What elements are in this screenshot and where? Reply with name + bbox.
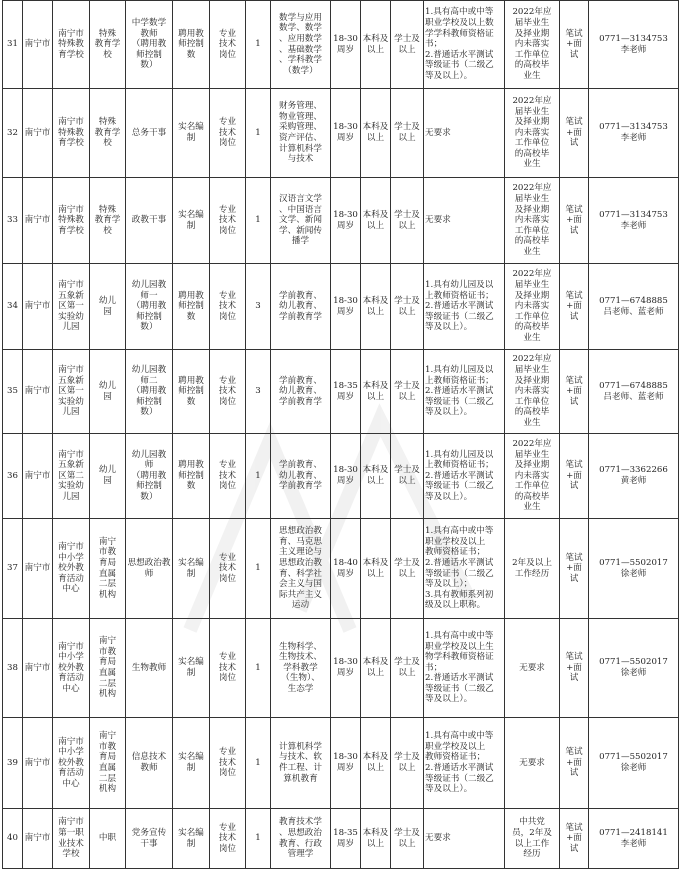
cell-edu: 本科及 以上 [361, 718, 391, 809]
cell-city: 南宁市 [23, 809, 53, 869]
cell-post: 政教干事 [126, 178, 173, 264]
cell-exam: 笔试 +面 试 [560, 809, 589, 869]
cell-exam: 笔试 +面 试 [560, 350, 589, 434]
cell-contact: 0771—5502017 徐老师 [589, 619, 679, 718]
cell-post: 信息技术 教师 [126, 718, 173, 809]
cell-other: 中共党 员，2年及 以上工作 经历 [505, 809, 560, 869]
cell-other: 2022年应 届毕业生 及择业期 内未落实 工作单位 的高校毕 业生 [505, 264, 560, 350]
cell-major: 思想政治教 育、马克思 主义理论与 思想政治教 育、科学社 会主义与国 际共产主义 运动 [271, 519, 331, 619]
cell-requirement: 无要求 [424, 89, 505, 178]
cell-quota-type: 聘用教 师控制 数 [173, 1, 210, 89]
cell-unit: 南宁市 五象新 区第一 实验幼 儿园 [53, 350, 90, 434]
cell-degree: 学士及 以上 [391, 434, 424, 519]
cell-age: 18-30 周岁 [331, 178, 361, 264]
cell-unit: 南宁市 中小学 校外教 育活动 中心 [53, 519, 90, 619]
cell-count: 1 [246, 434, 271, 519]
cell-post-class: 专业 技术 岗位 [210, 264, 246, 350]
cell-post: 中学数学 教师 （聘用教 师控制 数） [126, 1, 173, 89]
table-row [3, 434, 679, 519]
cell-edu: 本科及 以上 [361, 89, 391, 178]
cell-age: 18-30 周岁 [331, 619, 361, 718]
cell-age: 18-40 周岁 [331, 519, 361, 619]
table-row [3, 89, 679, 178]
cell-contact: 0771—3362266 黄老师 [589, 434, 679, 519]
cell-post-class: 专业 技术 岗位 [210, 809, 246, 869]
cell-exam: 笔试 +面 试 [560, 178, 589, 264]
cell-post-class: 专业 技术 岗位 [210, 718, 246, 809]
cell-city: 南宁市 [23, 519, 53, 619]
cell-post: 思想政治教 师 [126, 519, 173, 619]
cell-unit-type: 中职 [90, 809, 126, 869]
cell-count: 1 [246, 519, 271, 619]
cell-other: 2022年应 届毕业生 及择业期 内未落实 工作单位 的高校毕 业生 [505, 89, 560, 178]
cell-exam: 笔试 +面 试 [560, 619, 589, 718]
cell-requirement: 1.具有幼儿园及以 上教师资格证书； 2.普通话水平测试 等级证书（二级乙 等及以上）。 [424, 434, 505, 519]
cell-no: 40 [3, 809, 23, 869]
cell-count: 3 [246, 350, 271, 434]
cell-degree: 学士及 以上 [391, 1, 424, 89]
cell-requirement: 1.具有高中或中等 职业学校及以上数 学学科教师资格证 书； 2.普通话水平测试 等级证书（二级乙 等及以上）。 [424, 1, 505, 89]
table-row [3, 178, 679, 264]
cell-requirement: 1.具有高中或中等 职业学校及以上 教师资格证书； 2.普通话水平测试 等级证书（二级乙 等及以上）； 3.具有教师系列初 级及以上职称。 [424, 519, 505, 619]
cell-edu: 本科及 以上 [361, 434, 391, 519]
cell-no: 31 [3, 1, 23, 89]
cell-city: 南宁市 [23, 1, 53, 89]
cell-no: 39 [3, 718, 23, 809]
cell-edu: 本科及 以上 [361, 809, 391, 869]
cell-no: 37 [3, 519, 23, 619]
cell-unit-type: 南宁 市教 育局 直属 二层 机构 [90, 519, 126, 619]
cell-major: 汉语言文学 、中国语言 文学、新闻 学、新闻传 播学 [271, 178, 331, 264]
cell-unit: 南宁市 特殊教 育学校 [53, 1, 90, 89]
cell-post: 幼儿园教 师二 （聘用教 师控制 数） [126, 350, 173, 434]
cell-requirement: 1.具有幼儿园及以 上教师资格证书； 2.普通话水平测试 等级证书（二级乙 等及以上）。 [424, 264, 505, 350]
table-row [3, 718, 679, 809]
cell-exam: 笔试 +面 试 [560, 519, 589, 619]
cell-age: 18-30 周岁 [331, 1, 361, 89]
cell-count: 1 [246, 809, 271, 869]
cell-post-class: 专业 技术 岗位 [210, 619, 246, 718]
cell-no: 38 [3, 619, 23, 718]
cell-requirement: 1.具有高中或中等 职业学校及以上生 物学科教师资格证 书； 2.普通话水平测试 等级证书（二级乙 等及以上）。 [424, 619, 505, 718]
table-row [3, 350, 679, 434]
cell-unit-type: 特殊 教育学校 [90, 89, 126, 178]
cell-count: 3 [246, 264, 271, 350]
cell-count: 1 [246, 178, 271, 264]
cell-no: 35 [3, 350, 23, 434]
cell-post-class: 专业 技术 岗位 [210, 89, 246, 178]
cell-city: 南宁市 [23, 89, 53, 178]
cell-unit: 南宁市 第一职 业技术 学校 [53, 809, 90, 869]
cell-edu: 本科及 以上 [361, 619, 391, 718]
cell-other: 2022年应 届毕业生 及择业期 内未落实 工作单位 的高校毕 业生 [505, 1, 560, 89]
cell-edu: 本科及 以上 [361, 178, 391, 264]
cell-degree: 学士及 以上 [391, 264, 424, 350]
cell-post-class: 专业 技术 岗位 [210, 178, 246, 264]
cell-quota-type: 实名编 制 [173, 519, 210, 619]
cell-unit-type: 南宁 市教 育局 直属 二层 机构 [90, 718, 126, 809]
cell-requirement: 1.具有幼儿园及以 上教师资格证书； 2.普通话水平测试 等级证书（二级乙 等及以上）。 [424, 350, 505, 434]
cell-unit-type: 幼儿 园 [90, 434, 126, 519]
table-row [3, 1, 679, 89]
cell-unit: 南宁市 五象新 区第一 实验幼 儿园 [53, 264, 90, 350]
cell-post-class: 专业 技术 岗位 [210, 519, 246, 619]
cell-other: 2年及以上 工作经历 [505, 519, 560, 619]
cell-contact: 0771—3134753 李老师 [589, 178, 679, 264]
cell-requirement: 1.具有高中或中等 职业学校及以上 教师资格证书； 2.普通话水平测试 等级证书（二级乙 等及以上）。 [424, 718, 505, 809]
cell-quota-type: 实名编 制 [173, 619, 210, 718]
cell-unit-type: 幼儿 园 [90, 350, 126, 434]
table-row [3, 519, 679, 619]
cell-contact: 0771—3134753 李老师 [589, 1, 679, 89]
cell-quota-type: 聘用教 师控制 数 [173, 264, 210, 350]
cell-city: 南宁市 [23, 350, 53, 434]
cell-no: 36 [3, 434, 23, 519]
cell-major: 学前教育、 幼儿教育、 学前教育学 [271, 434, 331, 519]
cell-contact: 0771—6748885 吕老师、蓝老师 [589, 264, 679, 350]
cell-other: 无要求 [505, 619, 560, 718]
cell-requirement: 无要求 [424, 178, 505, 264]
cell-contact: 0771—5502017 徐老师 [589, 519, 679, 619]
cell-city: 南宁市 [23, 718, 53, 809]
cell-post: 生物教师 [126, 619, 173, 718]
cell-major: 生物科学、 生物技术、 学科教学 （生物）、 生态学 [271, 619, 331, 718]
cell-city: 南宁市 [23, 619, 53, 718]
cell-exam: 笔试 +面 试 [560, 434, 589, 519]
cell-major: 计算机科学 与技术、软 件工程、计 算机教育 [271, 718, 331, 809]
cell-unit: 南宁市 中小学 校外教 育活动 中心 [53, 619, 90, 718]
cell-post: 总务干事 [126, 89, 173, 178]
cell-edu: 本科及 以上 [361, 350, 391, 434]
cell-age: 18-30 周岁 [331, 264, 361, 350]
cell-unit-type: 幼儿 园 [90, 264, 126, 350]
cell-city: 南宁市 [23, 264, 53, 350]
cell-post: 党务宣传 干事 [126, 809, 173, 869]
cell-contact: 0771—5502017 徐老师 [589, 718, 679, 809]
cell-degree: 学士及 以上 [391, 350, 424, 434]
cell-age: 18-30 周岁 [331, 718, 361, 809]
cell-no: 32 [3, 89, 23, 178]
cell-age: 18-35 周岁 [331, 809, 361, 869]
cell-count: 1 [246, 89, 271, 178]
table-row [3, 809, 679, 869]
cell-quota-type: 实名编 制 [173, 718, 210, 809]
cell-count: 1 [246, 1, 271, 89]
cell-quota-type: 实名编 制 [173, 178, 210, 264]
cell-unit-type: 南宁 市教 育局 直属 二层 机构 [90, 619, 126, 718]
cell-age: 18-35 周岁 [331, 350, 361, 434]
cell-contact: 0771—2418141 李老师 [589, 809, 679, 869]
cell-degree: 学士及 以上 [391, 718, 424, 809]
cell-age: 18-30 周岁 [331, 434, 361, 519]
cell-exam: 笔试 +面 试 [560, 1, 589, 89]
cell-other: 无要求 [505, 718, 560, 809]
cell-city: 南宁市 [23, 434, 53, 519]
cell-exam: 笔试 +面 试 [560, 718, 589, 809]
cell-unit: 南宁市 特殊教 育学校 [53, 178, 90, 264]
cell-count: 1 [246, 619, 271, 718]
cell-unit: 南宁市 五象新 区第二 实验幼 儿园 [53, 434, 90, 519]
cell-no: 34 [3, 264, 23, 350]
cell-major: 教育技术学 、思想政治 教育、行政 管理学 [271, 809, 331, 869]
cell-unit: 南宁市 特殊教 育学校 [53, 89, 90, 178]
cell-degree: 学士及 以上 [391, 519, 424, 619]
cell-unit-type: 特殊 教育学校 [90, 178, 126, 264]
cell-edu: 本科及 以上 [361, 264, 391, 350]
recruitment-table [2, 0, 679, 869]
cell-edu: 本科及 以上 [361, 1, 391, 89]
cell-quota-type: 聘用教 师控制 数 [173, 434, 210, 519]
cell-quota-type: 聘用教 师控制 数 [173, 350, 210, 434]
cell-other: 2022年应 届毕业生 及择业期 内未落实 工作单位 的高校毕 业生 [505, 178, 560, 264]
cell-major: 学前教育、 幼儿教育、 学前教育学 [271, 264, 331, 350]
cell-post: 幼儿园教 师 （聘用教 师控制 数） [126, 434, 173, 519]
table-row [3, 264, 679, 350]
table-row [3, 619, 679, 718]
cell-exam: 笔试 +面 试 [560, 264, 589, 350]
cell-age: 18-30 周岁 [331, 89, 361, 178]
cell-major: 财务管理、 物业管理、 采购管理、 资产评估、 计算机科学 与技术 [271, 89, 331, 178]
cell-contact: 0771—3134753 李老师 [589, 89, 679, 178]
cell-degree: 学士及 以上 [391, 809, 424, 869]
cell-major: 数学与应用 数学、数学 、应用数学 、基础数学 、学科教学 （数学） [271, 1, 331, 89]
cell-major: 学前教育、 幼儿教育、 学前教育学 [271, 350, 331, 434]
cell-count: 1 [246, 718, 271, 809]
cell-contact: 0771—6748885 吕老师、蓝老师 [589, 350, 679, 434]
cell-quota-type: 实名编 制 [173, 809, 210, 869]
cell-other: 2022年应 届毕业生 及择业期 内未落实 工作单位 的高校毕 业生 [505, 434, 560, 519]
cell-post-class: 专业 技术 岗位 [210, 1, 246, 89]
cell-unit: 南宁市 中小学 校外教 育活动 中心 [53, 718, 90, 809]
cell-other: 2022年应 届毕业生 及择业期 内未落实 工作单位 的高校毕 业生 [505, 350, 560, 434]
cell-unit-type: 特殊 教育学校 [90, 1, 126, 89]
cell-degree: 学士及 以上 [391, 178, 424, 264]
cell-requirement: 无要求 [424, 809, 505, 869]
cell-no: 33 [3, 178, 23, 264]
cell-exam: 笔试 +面 试 [560, 89, 589, 178]
cell-post-class: 专业 技术 岗位 [210, 350, 246, 434]
cell-quota-type: 实名编 制 [173, 89, 210, 178]
cell-degree: 学士及 以上 [391, 89, 424, 178]
cell-degree: 学士及 以上 [391, 619, 424, 718]
cell-post-class: 专业 技术 岗位 [210, 434, 246, 519]
cell-city: 南宁市 [23, 178, 53, 264]
cell-post: 幼儿园教 师一 （聘用教 师控制 数） [126, 264, 173, 350]
cell-edu: 本科及 以上 [361, 519, 391, 619]
